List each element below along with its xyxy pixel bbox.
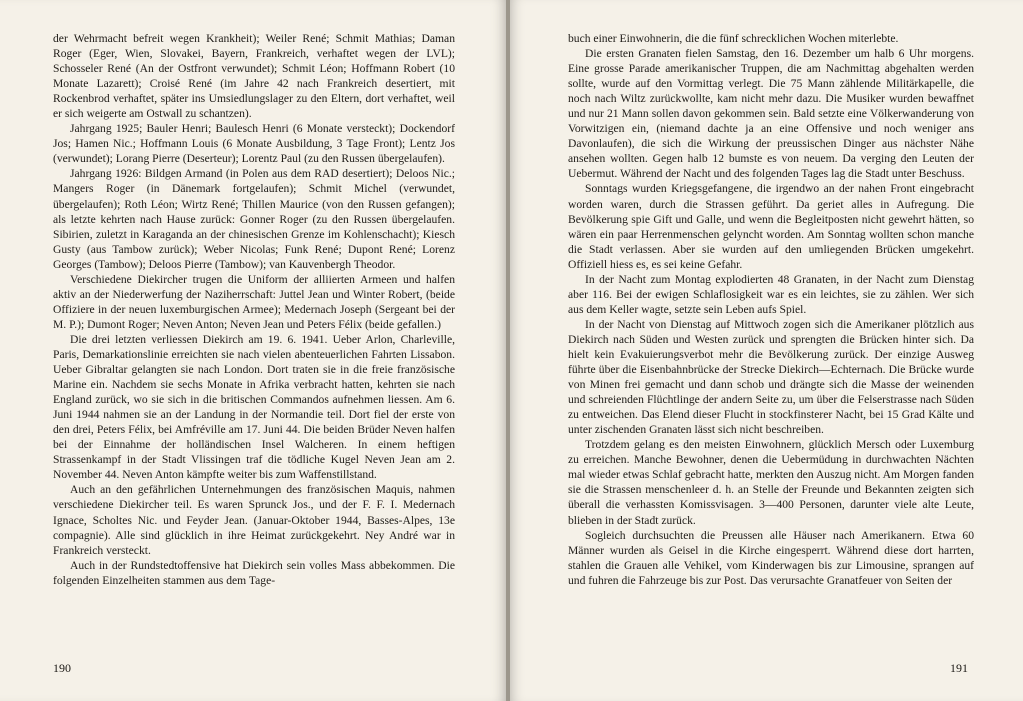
right-page-text — [568, 31, 974, 588]
paragraph: Jahrgang 1926: Bildgen Armand (in Polen aus dem RAD desertiert); Deloos Nic.; Mangers Roger (in Dänemark fortgelaufen); Schmit Michel (verwundet, übergelaufen); Roth Léon; Wirtz René; Thillen Maurice (von den Russen gefangen); als letzte kehrten nach Hause zurück: Gonner Roger (zu den Russen übergelaufen. Sibirien, zuletzt in Karaganda an der chinesischen Grenze im Kohlenschacht); Kiesch Gusty (aus Tambow zurück); Weber Nicolas; Funk René; Dupont René; Lorenz Georges (Tambow); Deloos Pierre (Tambow); van Kauvenbergh Theodor. — [53, 167, 455, 271]
paragraph: Auch an den gefährlichen Unternehmungen des französischen Maquis, nahmen verschiedene Diekircher teil. Es waren Sprunck Jos., und der F. F. I. Medernach Ignace, Scholtes Nic. und Feyder Jean. (Januar-Oktober 1944, Basses-Alpes, 13e compagnie). Alle sind glücklich in ihre Heimat zurückgekehrt. Ney André war in Frankreich versteckt. — [53, 483, 455, 557]
paragraph: der Wehrmacht befreit wegen Krankheit); Weiler René; Schmit Mathias; Daman Roger (Eger, Wien, Slovakei, Bayern, Frankreich, verhaftet wegen der LVL); Schosseler René (An der Ostfront verwundet); Schmit Léon; Hoffmann Robert (10 Monate Lazarett); Croisé René (im Jahre 42 nach Frankreich desertiert, mit Rockenbrod verhaftet, später ins Umsiedlungslager zu den Eltern, dort verhaftet, weil er sich weigerte am Ostwall zu schantzen). — [53, 32, 455, 121]
paragraph: Sonntags wurden Kriegsgefangene, die irgendwo an der nahen Front eingebracht worden waren, durch die Strassen geführt. Da geriet alles in Aufregung. Die Bevölkerung spie Gift und Galle, und wenn die Begleitposten nicht gewehrt hätten, so wären ein paar Herrenmenschen gelyncht worden. Am Sonntag wollten schon manche die Stadt verlassen. Aber sie wurden auf den umliegenden Brücken umgekehrt. Offiziell hiess es, es sei keine Gefahr. — [568, 182, 974, 271]
paragraph: In der Nacht von Dienstag auf Mittwoch zogen sich die Amerikaner plötzlich aus Diekirch nach Süden und Westen zurück und sprengten die Brücken hinter sich. Da hielt kein Evakuierungsverbot mehr die Bevölkerung zurück. Der einzige Ausweg führte über die Eisenbahnbrücke der Strecke Diekirch—Echternach. Die Brücke wurde von Minen frei gemacht und dann schob und drängte sich die Masse der weinenden und schreienden Flüchtlinge der andern Seite zu, um über die Felserstrasse nach Süden zu entweichen. Das Elend dieser Flucht in stockfinsterer Nacht, bei 15 Grad Kälte und unter zischenden Granaten lässt sich nicht beschreiben. — [568, 317, 974, 437]
page-number-left: 190 — [53, 661, 71, 675]
paragraph: Auch in der Rundstedtoffensive hat Diekirch sein volles Mass abbekommen. Die folgenden Einzelheiten stammen aus dem Tage- — [53, 558, 455, 587]
paragraph: Die ersten Granaten fielen Samstag, den 16. Dezember um halb 6 Uhr morgens. Eine grosse Parade amerikanischer Truppen, die am Nachmittag abgehalten werden sollte, wurde auf den Vormittag verlegt. Die 75 Mann zählende Militärkapelle, die noch nach Wiltz zurückwollte, kam nicht mehr dazu. Die Musiker wurden bewaffnet und nur 21 Mann sollen davon gekommen sein. Bald setzte eine Völkerwanderung von Vorwitzigen ein, (niemand dachte ja an eine Offensive und noch weniger ans Davonlaufen), die sich die Wirkung der preussischen Dinger aus nächster Nähe ansehen wollten. Gegen halb 12 bumste es von neuem. Da verging den Leuten der Uebermut. Während der Nacht und des folgenden Tages lag die Stadt unter Beschuss. — [568, 47, 974, 181]
left-page-text — [53, 31, 455, 588]
left-page — [0, 0, 506, 701]
paragraph: Trotzdem gelang es den meisten Einwohnern, glücklich Mersch oder Luxemburg zu erreichen. Manche Bewohner, denen die Uebermüdung in durchwachten Nächten mal wieder etwas Schlaf gebracht hatte, merkten den Auszug nicht. Am Morgen fanden sie die Strassen menschenleer d. h. an Stelle der Freunde und Bekannten zeigten sich überall die verhassten Komissvisagen. 3—400 Personen, darunter viele alte Leute, blieben in der Stadt zurück. — [568, 438, 974, 527]
paragraph: Sogleich durchsuchten die Preussen alle Häuser nach Amerikanern. Etwa 60 Männer wurden als Geisel in die Kirche eingesperrt. Während diese dort harrten, stahlen die Grauen alle Vehikel, vom Kinderwagen bis zur Limousine, sprangen auf und fuhren die Fahrzeuge bis zur Post. Das verursachte Granatfeuer von Seiten der — [568, 528, 974, 587]
paragraph: In der Nacht zum Montag explodierten 48 Granaten, in der Nacht zum Dienstag aber 116. Bei der ewigen Schlaflosigkeit war es ein leichtes, sie zu zählen. Wer sich aus dem Keller wagte, setzte sein Leben aufs Spiel. — [568, 272, 974, 316]
paragraph: Die drei letzten verliessen Diekirch am 19. 6. 1941. Ueber Arlon, Charleville, Paris, Demarkationslinie erreichten sie nach vielen abenteuerlichen Fahrten Lissabon. Ueber Gibraltar gelangten sie nach London. Dort traten sie in die freie französische Marine ein. Nachdem sie sechs Monate in Afrika verbracht hatten, kehrten sie nach England zurück, wo sie sich in die britischen Commandos aufnehmen liessen. Am 6. Juni 1944 nahmen sie an der Landung in der Normandie teil. Dort fiel der erste von den drei, Peters Félix, bei Amfréville am 17. Juni 44. Die beiden Brüder Neven halfen bei der Einnahme der holländischen Insel Walcheren. In einem heftigen Strassenkampf in der Stadt Vlissingen traf die tödliche Kugel Neven Jean am 2. November 44. Neven Anton kämpfte weiter bis zum Waffenstillstand. — [53, 332, 455, 482]
page-number-right: 191 — [950, 661, 968, 675]
right-page — [510, 0, 1023, 701]
paragraph: Verschiedene Diekircher trugen die Uniform der alliierten Armeen und halfen aktiv an der Niederwerfung der Naziherrschaft: Juttel Jean und Winter Robert, (beide Offiziere in der neuen luxemburgischen Armee); Medernach Joseph (Sergeant bei der M. P.); Dumont Roger; Neven Anton; Neven Jean und Peters Félix (beide gefallen.) — [53, 272, 455, 331]
paragraph: Jahrgang 1925; Bauler Henri; Baulesch Henri (6 Monate versteckt); Dockendorf Jos; Hamen Nic.; Hoffmann Louis (6 Monate Ausbildung, 3 Tage Front); Lentz Jos (verwundet); Lorang Pierre (Deserteur); Lorentz Paul (zu den Russen übergelaufen). — [53, 122, 455, 166]
paragraph: buch einer Einwohnerin, die die fünf schrecklichen Wochen miterlebte. — [568, 32, 899, 45]
